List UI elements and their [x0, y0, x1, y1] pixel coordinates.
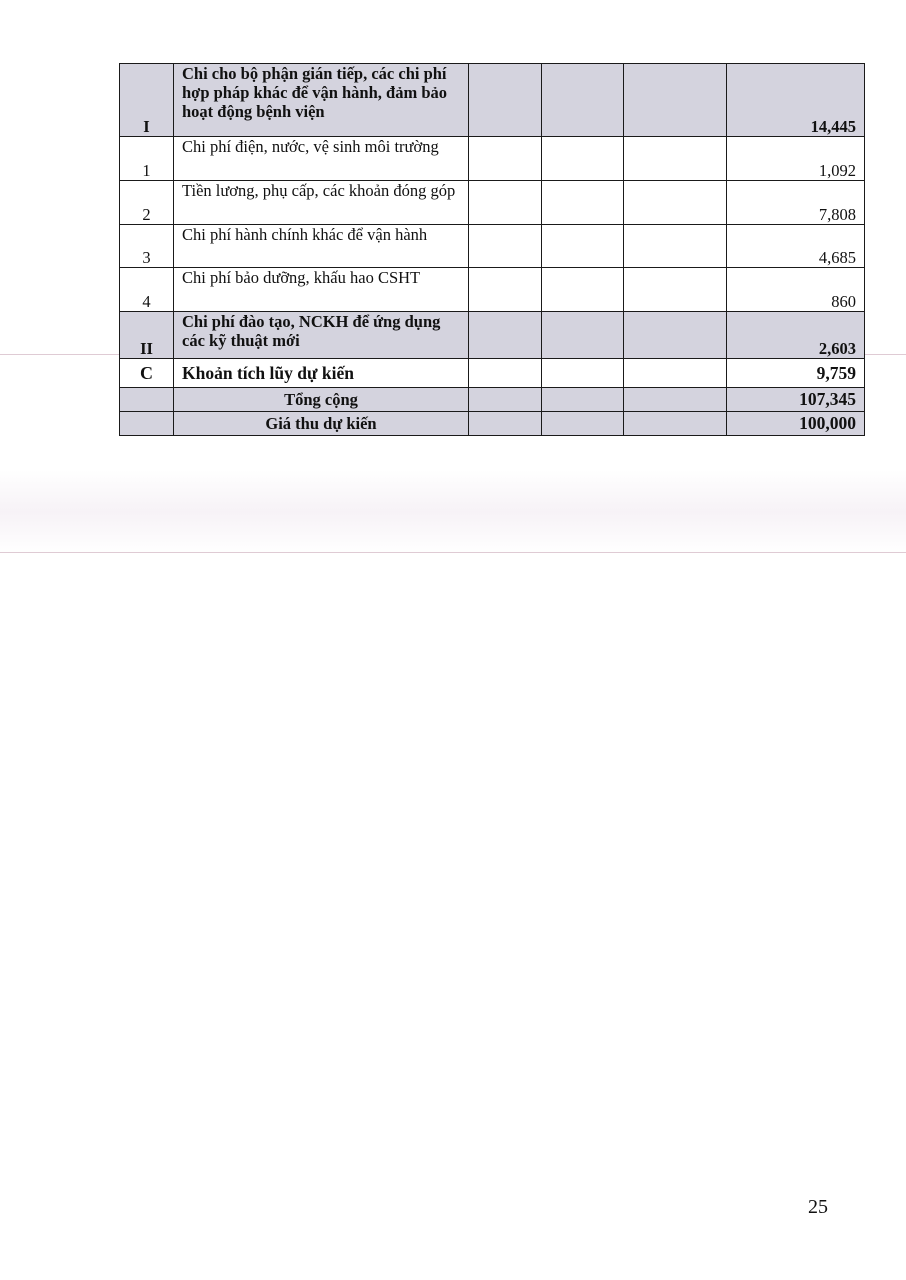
row-number: 2: [120, 181, 174, 225]
empty-cell: [469, 268, 542, 312]
empty-cell: [542, 181, 624, 225]
empty-cell: [469, 225, 542, 268]
row-amount: 4,685: [727, 225, 865, 268]
row-description: Chi phí bảo dưỡng, khấu hao CSHT: [174, 268, 469, 312]
table-row: [120, 312, 865, 359]
table-row: [120, 225, 865, 268]
row-number: 3: [120, 225, 174, 268]
row-description: Chi phí đào tạo, NCKH để ứng dụng các kỹ thuật mới: [174, 312, 469, 359]
row-description: Tiền lương, phụ cấp, các khoản đóng góp: [174, 181, 469, 225]
row-description: Khoản tích lũy dự kiến: [174, 359, 469, 388]
empty-cell: [624, 137, 727, 181]
empty-cell: [542, 137, 624, 181]
empty-cell: [120, 388, 174, 412]
expected-revenue-label: Giá thu dự kiến: [174, 412, 469, 436]
empty-cell: [542, 64, 624, 137]
empty-cell: [624, 312, 727, 359]
table-row: [120, 137, 865, 181]
total-amount: 107,345: [727, 388, 865, 412]
table-row: [120, 181, 865, 225]
expected-revenue-amount: 100,000: [727, 412, 865, 436]
empty-cell: [469, 412, 542, 436]
empty-cell: [624, 181, 727, 225]
empty-cell: [469, 312, 542, 359]
row-number: I: [120, 64, 174, 137]
row-description: Chi cho bộ phận gián tiếp, các chi phí hợp pháp khác để vận hành, đảm bảo hoạt động bệnh viện: [174, 64, 469, 137]
empty-cell: [542, 312, 624, 359]
empty-cell: [120, 412, 174, 436]
empty-cell: [542, 359, 624, 388]
empty-cell: [624, 225, 727, 268]
total-row: [120, 388, 865, 412]
empty-cell: [542, 388, 624, 412]
empty-cell: [469, 388, 542, 412]
empty-cell: [542, 268, 624, 312]
row-amount: 14,445: [727, 64, 865, 137]
cost-table: [119, 63, 865, 436]
row-number: 4: [120, 268, 174, 312]
expected-revenue-row: [120, 412, 865, 436]
row-number: II: [120, 312, 174, 359]
row-description: Chi phí hành chính khác để vận hành: [174, 225, 469, 268]
row-amount: 7,808: [727, 181, 865, 225]
table-row: [120, 268, 865, 312]
scan-shade: [0, 470, 906, 554]
row-amount: 9,759: [727, 359, 865, 388]
row-number: 1: [120, 137, 174, 181]
page-number: 25: [808, 1196, 828, 1218]
scan-line-bottom: [0, 552, 906, 553]
empty-cell: [542, 225, 624, 268]
empty-cell: [624, 268, 727, 312]
row-amount: 1,092: [727, 137, 865, 181]
row-description: Chi phí điện, nước, vệ sinh môi trường: [174, 137, 469, 181]
table-row: [120, 64, 865, 137]
empty-cell: [624, 359, 727, 388]
empty-cell: [624, 412, 727, 436]
row-number: C: [120, 359, 174, 388]
row-amount: 860: [727, 268, 865, 312]
empty-cell: [469, 181, 542, 225]
empty-cell: [624, 388, 727, 412]
total-label: Tổng cộng: [174, 388, 469, 412]
empty-cell: [469, 64, 542, 137]
empty-cell: [469, 359, 542, 388]
empty-cell: [542, 412, 624, 436]
empty-cell: [624, 64, 727, 137]
empty-cell: [469, 137, 542, 181]
table-row: [120, 359, 865, 388]
row-amount: 2,603: [727, 312, 865, 359]
